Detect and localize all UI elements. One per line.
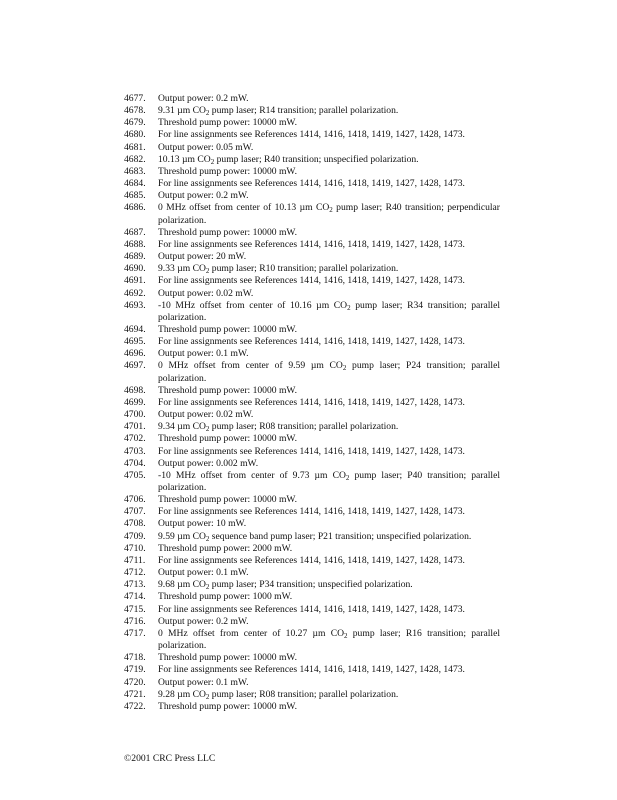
note-text [158, 421, 500, 433]
note-item [124, 567, 500, 579]
note-number: 4717. [124, 627, 146, 639]
note-text [158, 689, 500, 701]
note-text [158, 154, 500, 166]
note-item [124, 275, 500, 287]
note-number: 4691. [124, 275, 146, 287]
note-text [158, 531, 500, 543]
note-number: 4693. [124, 299, 146, 311]
text-run: pump laser; P24 transition; parallel polarization. [158, 360, 500, 384]
note-item [124, 458, 500, 470]
note-item [124, 604, 500, 616]
note-item [124, 336, 500, 348]
text-run: 10.13 µm CO [158, 153, 211, 165]
note-text [158, 251, 500, 263]
subscript: 2 [347, 303, 351, 312]
text-run: Threshold pump power: 10000 mW. [158, 384, 298, 396]
text-run: pump laser; R40 transition; perpendicular polarization. [158, 202, 500, 226]
note-text [158, 227, 500, 239]
note-text [158, 555, 500, 567]
note-text [158, 336, 500, 348]
note-number: 4709. [124, 530, 146, 542]
note-text [158, 300, 500, 324]
note-item [124, 555, 500, 567]
note-text [158, 543, 500, 555]
note-number: 4690. [124, 263, 146, 275]
text-run: Threshold pump power: 10000 mW. [158, 117, 298, 129]
note-number: 4686. [124, 202, 146, 214]
note-number: 4702. [124, 433, 146, 445]
text-run: For line assignments see References 1414, 1416, 1418, 1419, 1427, 1428, 1473. [158, 445, 465, 457]
note-text [158, 385, 500, 397]
note-text [158, 263, 500, 275]
subscript: 2 [344, 631, 348, 640]
note-text [158, 701, 500, 713]
note-item [124, 518, 500, 530]
note-text [158, 202, 500, 226]
text-run: 9.31 µm CO [158, 105, 206, 117]
note-number: 4708. [124, 518, 146, 530]
note-text [158, 664, 500, 676]
note-item [124, 166, 500, 178]
note-text [158, 458, 500, 470]
text-run: Output power: 0.1 mW. [158, 676, 249, 688]
text-run: Output power: 0.2 mW. [158, 190, 249, 202]
note-item [124, 385, 500, 397]
note-number: 4721. [124, 688, 146, 700]
text-run: 9.28 µm CO [158, 688, 206, 700]
subscript: 2 [210, 157, 215, 166]
text-run: For line assignments see References 1414, 1416, 1418, 1419, 1427, 1428, 1473. [158, 238, 465, 250]
note-item [124, 129, 500, 141]
text-run: For line assignments see References 1414, 1416, 1418, 1419, 1427, 1428, 1473. [158, 603, 465, 615]
note-number: 4679. [124, 117, 146, 129]
note-text [158, 628, 500, 652]
text-run: Threshold pump power: 10000 mW. [158, 433, 298, 445]
note-number: 4697. [124, 360, 146, 372]
note-text [158, 518, 500, 530]
text-run: Output power: 0.2 mW. [158, 93, 249, 104]
text-run: Output power: 0.1 mW. [158, 348, 249, 360]
note-number: 4710. [124, 542, 146, 554]
note-text [158, 616, 500, 628]
note-item [124, 628, 500, 652]
note-item [124, 397, 500, 409]
text-run: Threshold pump power: 10000 mW. [158, 165, 298, 177]
note-item [124, 227, 500, 239]
note-text [158, 446, 500, 458]
note-text [158, 579, 500, 591]
text-run: Threshold pump power: 10000 mW. [158, 652, 298, 664]
note-number: 4699. [124, 396, 146, 408]
note-number: 4680. [124, 129, 146, 141]
note-number: 4705. [124, 469, 146, 481]
note-item [124, 446, 500, 458]
note-number: 4718. [124, 652, 146, 664]
subscript: 2 [205, 692, 210, 701]
text-run: Threshold pump power: 2000 mW. [158, 542, 293, 554]
note-text [158, 166, 500, 178]
note-item [124, 591, 500, 603]
note-number: 4696. [124, 348, 146, 360]
subscript: 2 [205, 583, 210, 592]
note-number: 4715. [124, 603, 146, 615]
note-text [158, 93, 500, 105]
note-item [124, 433, 500, 445]
text-run: 9.34 µm CO [158, 421, 206, 433]
note-text [158, 433, 500, 445]
text-run: Output power: 0.05 mW. [158, 141, 254, 153]
note-number: 4688. [124, 238, 146, 250]
text-run: pump laser; P34 transition; unspecified polarization. [209, 579, 413, 591]
subscript: 2 [345, 473, 350, 482]
text-run: pump laser; R10 transition; parallel polarization. [209, 263, 399, 275]
note-number: 4719. [124, 664, 146, 676]
note-item [124, 190, 500, 202]
note-text [158, 397, 500, 409]
note-item [124, 105, 500, 117]
text-run: Threshold pump power: 10000 mW. [158, 700, 298, 712]
text-run: 0 MHz offset from center of 10.27 µm CO [158, 627, 345, 639]
note-number: 4684. [124, 178, 146, 190]
note-item [124, 664, 500, 676]
note-number: 4681. [124, 141, 146, 153]
note-text [158, 288, 500, 300]
note-number: 4682. [124, 153, 146, 165]
note-text [158, 324, 500, 336]
note-number: 4714. [124, 591, 146, 603]
text-run: Threshold pump power: 10000 mW. [158, 226, 298, 238]
text-run: pump laser; R08 transition; parallel polarization. [209, 421, 399, 433]
note-item [124, 263, 500, 275]
text-run: For line assignments see References 1414, 1416, 1418, 1419, 1427, 1428, 1473. [158, 336, 465, 348]
note-number: 4685. [124, 190, 146, 202]
note-number: 4713. [124, 579, 146, 591]
text-run: 9.59 µm CO [158, 530, 206, 542]
note-text [158, 129, 500, 141]
note-item [124, 531, 500, 543]
note-text [158, 117, 500, 129]
note-item [124, 117, 500, 129]
note-number: 4692. [124, 287, 146, 299]
note-number: 4704. [124, 457, 146, 469]
note-text [158, 604, 500, 616]
note-item [124, 300, 500, 324]
text-run: pump laser; R14 transition; parallel polarization. [209, 105, 399, 117]
note-text [158, 470, 500, 494]
note-item [124, 652, 500, 664]
note-number: 4716. [124, 615, 146, 627]
text-run: Output power: 0.2 mW. [158, 615, 249, 627]
note-number: 4706. [124, 494, 146, 506]
copyright-footer: ©2001 CRC Press LLC [124, 753, 216, 764]
note-text [158, 105, 500, 117]
text-run: Output power: 0.02 mW. [158, 287, 254, 299]
note-item [124, 494, 500, 506]
note-text [158, 190, 500, 202]
footnote-list [124, 93, 500, 713]
note-text [158, 567, 500, 579]
note-item [124, 348, 500, 360]
text-run: Output power: 10 mW. [158, 518, 247, 530]
text-run: pump laser; R16 transition; parallel polarization. [158, 627, 500, 652]
note-item [124, 360, 500, 384]
text-run: 9.68 µm CO [158, 579, 206, 591]
note-number: 4677. [124, 93, 146, 104]
text-run: For line assignments see References 1414, 1416, 1418, 1419, 1427, 1428, 1473. [158, 664, 465, 676]
note-item [124, 616, 500, 628]
note-item [124, 506, 500, 518]
note-number: 4689. [124, 251, 146, 263]
note-number: 4698. [124, 384, 146, 396]
subscript: 2 [329, 206, 333, 215]
subscript: 2 [205, 109, 210, 118]
note-item [124, 178, 500, 190]
note-number: 4711. [124, 554, 146, 566]
note-number: 4700. [124, 409, 146, 421]
note-item [124, 202, 500, 226]
note-number: 4722. [124, 700, 146, 712]
note-number: 4701. [124, 421, 146, 433]
note-number: 4703. [124, 445, 146, 457]
note-text [158, 494, 500, 506]
text-run: pump laser; R08 transition; parallel polarization. [209, 688, 399, 700]
subscript: 2 [342, 364, 347, 373]
note-item [124, 470, 500, 494]
note-item [124, 239, 500, 251]
text-run: -10 MHz offset from center of 10.16 µm CO [158, 299, 348, 311]
note-item [124, 93, 500, 105]
text-run: Output power: 0.1 mW. [158, 567, 249, 579]
note-text [158, 591, 500, 603]
note-number: 4720. [124, 676, 146, 688]
note-item [124, 677, 500, 689]
text-run: For line assignments see References 1414, 1416, 1418, 1419, 1427, 1428, 1473. [158, 554, 465, 566]
note-item [124, 142, 500, 154]
text-run: For line assignments see References 1414, 1416, 1418, 1419, 1427, 1428, 1473. [158, 396, 465, 408]
text-run: Threshold pump power: 10000 mW. [158, 323, 298, 335]
text-run: For line assignments see References 1414, 1416, 1418, 1419, 1427, 1428, 1473. [158, 506, 465, 518]
note-number: 4687. [124, 226, 146, 238]
note-text [158, 652, 500, 664]
note-text [158, 275, 500, 287]
text-run: 9.33 µm CO [158, 263, 206, 275]
note-item [124, 543, 500, 555]
text-run: pump laser; R40 transition; unspecified polarization. [214, 153, 419, 165]
text-run: For line assignments see References 1414, 1416, 1418, 1419, 1427, 1428, 1473. [158, 178, 465, 190]
note-text [158, 506, 500, 518]
note-text [158, 142, 500, 154]
text-run: Output power: 20 mW. [158, 251, 247, 263]
text-run: 0 MHz offset from center of 10.13 µm CO [158, 202, 330, 214]
note-item [124, 579, 500, 591]
note-text [158, 239, 500, 251]
note-number: 4695. [124, 336, 146, 348]
note-text [158, 677, 500, 689]
text-run: sequence band pump laser; P21 transition; unspecified polarization. [209, 530, 472, 542]
note-number: 4678. [124, 105, 146, 117]
note-item [124, 324, 500, 336]
note-item [124, 154, 500, 166]
note-item [124, 421, 500, 433]
text-run: For line assignments see References 1414, 1416, 1418, 1419, 1427, 1428, 1473. [158, 129, 465, 141]
note-item [124, 689, 500, 701]
text-run: For line assignments see References 1414, 1416, 1418, 1419, 1427, 1428, 1473. [158, 275, 465, 287]
note-number: 4683. [124, 165, 146, 177]
note-text [158, 178, 500, 190]
text-run: Threshold pump power: 10000 mW. [158, 494, 298, 506]
note-text [158, 409, 500, 421]
note-number: 4712. [124, 567, 146, 579]
note-text [158, 360, 500, 384]
note-text [158, 348, 500, 360]
text-run: Threshold pump power: 1000 mW. [158, 591, 293, 603]
note-item [124, 409, 500, 421]
text-run: Output power: 0.002 mW. [158, 457, 259, 469]
note-number: 4694. [124, 323, 146, 335]
subscript: 2 [205, 534, 210, 543]
text-run: Output power: 0.02 mW. [158, 409, 254, 421]
note-item [124, 251, 500, 263]
text-run: 0 MHz offset from center of 9.59 µm CO [158, 360, 343, 372]
note-item [124, 288, 500, 300]
text-run: -10 MHz offset from center of 9.73 µm CO [158, 469, 346, 481]
text-run: pump laser; P40 transition; parallel polarization. [158, 469, 500, 493]
note-item [124, 701, 500, 713]
subscript: 2 [205, 267, 210, 276]
note-number: 4707. [124, 506, 146, 518]
text-run: pump laser; R34 transition; parallel polarization. [158, 299, 500, 323]
subscript: 2 [205, 425, 210, 434]
